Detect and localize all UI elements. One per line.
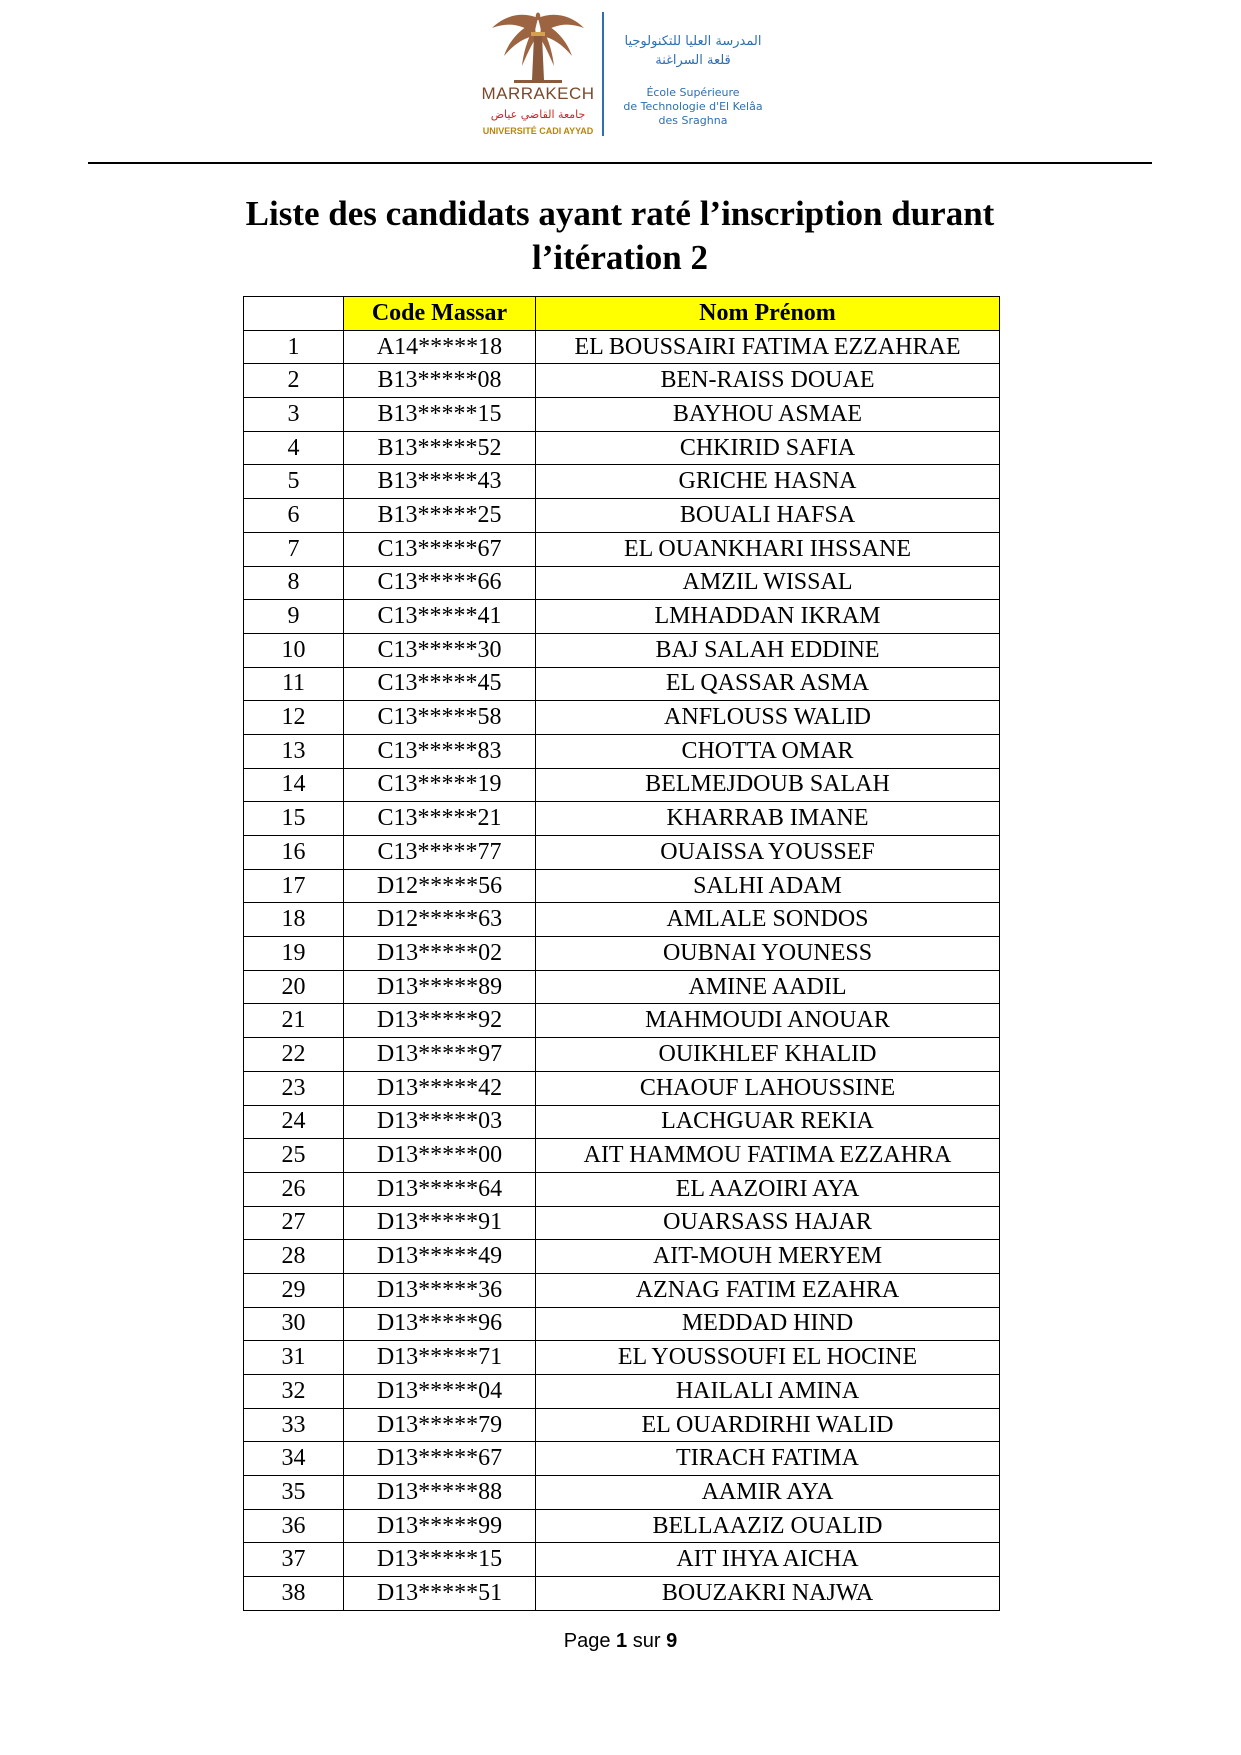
nom-prenom-cell: LMHADDAN IKRAM <box>536 600 1000 634</box>
table-row <box>244 869 1000 903</box>
school-name-french-line3: des Sraghna <box>658 114 728 127</box>
row-number-cell: 9 <box>244 600 344 634</box>
school-name-french <box>608 86 778 128</box>
table-row <box>244 600 1000 634</box>
code-massar-cell: D13*****96 <box>344 1307 536 1341</box>
row-number-cell: 8 <box>244 566 344 600</box>
total-pages-number: 9 <box>666 1630 678 1652</box>
code-massar-cell: D13*****51 <box>344 1577 536 1611</box>
code-massar-cell: D12*****56 <box>344 869 536 903</box>
code-massar-cell: A14*****18 <box>344 330 536 364</box>
code-massar-cell: D13*****88 <box>344 1476 536 1510</box>
row-number-cell: 29 <box>244 1273 344 1307</box>
row-number-cell: 18 <box>244 903 344 937</box>
row-number-cell: 6 <box>244 499 344 533</box>
nom-prenom-cell: MEDDAD HIND <box>536 1307 1000 1341</box>
table-row <box>244 970 1000 1004</box>
row-number-cell: 24 <box>244 1105 344 1139</box>
nom-prenom-cell: SALHI ADAM <box>536 869 1000 903</box>
table-row <box>244 633 1000 667</box>
row-number-cell: 28 <box>244 1240 344 1274</box>
table-row <box>244 1577 1000 1611</box>
table-row <box>244 903 1000 937</box>
table-row <box>244 364 1000 398</box>
table-row <box>244 1240 1000 1274</box>
row-number-cell: 2 <box>244 364 344 398</box>
nom-prenom-cell: CHOTTA OMAR <box>536 734 1000 768</box>
page-footer <box>0 1630 1241 1653</box>
row-number-cell: 23 <box>244 1071 344 1105</box>
code-massar-cell: D12*****63 <box>344 903 536 937</box>
row-number-cell: 5 <box>244 465 344 499</box>
table-row <box>244 431 1000 465</box>
page-title-line2: l’itération 2 <box>532 238 708 277</box>
nom-prenom-cell: GRICHE HASNA <box>536 465 1000 499</box>
table-row <box>244 330 1000 364</box>
nom-prenom-cell: CHKIRID SAFIA <box>536 431 1000 465</box>
page-title <box>120 192 1120 280</box>
nom-prenom-cell: OUAISSA YOUSSEF <box>536 836 1000 870</box>
table-row <box>244 566 1000 600</box>
nom-prenom-cell: OUIKHLEF KHALID <box>536 1038 1000 1072</box>
school-name-french-line2: de Technologie d'El Kelâa <box>623 100 763 113</box>
code-massar-cell: D13*****04 <box>344 1375 536 1409</box>
code-massar-cell: C13*****19 <box>344 768 536 802</box>
school-name-french-line1: École Supérieure <box>646 86 740 99</box>
row-number-cell: 35 <box>244 1476 344 1510</box>
code-massar-cell: C13*****21 <box>344 802 536 836</box>
nom-prenom-cell: BELMEJDOUB SALAH <box>536 768 1000 802</box>
row-number-cell: 13 <box>244 734 344 768</box>
code-massar-cell: D13*****15 <box>344 1543 536 1577</box>
logo-city: MARRAKECH <box>481 84 595 103</box>
row-number-cell: 16 <box>244 836 344 870</box>
code-massar-cell: D13*****79 <box>344 1408 536 1442</box>
palm-tree-icon <box>484 8 592 84</box>
nom-prenom-cell: AAMIR AYA <box>536 1476 1000 1510</box>
code-massar-cell: D13*****99 <box>344 1509 536 1543</box>
nom-prenom-cell: AIT HAMMOU FATIMA EZZAHRA <box>536 1139 1000 1173</box>
row-number-cell: 20 <box>244 970 344 1004</box>
code-massar-cell: B13*****25 <box>344 499 536 533</box>
code-massar-cell: C13*****41 <box>344 600 536 634</box>
code-massar-cell: C13*****58 <box>344 701 536 735</box>
nom-prenom-cell: OUBNAI YOUNESS <box>536 937 1000 971</box>
table-row <box>244 1004 1000 1038</box>
table-row <box>244 1341 1000 1375</box>
nom-prenom-cell: MAHMOUDI ANOUAR <box>536 1004 1000 1038</box>
nom-prenom-cell: OUARSASS HAJAR <box>536 1206 1000 1240</box>
nom-prenom-cell: ANFLOUSS WALID <box>536 701 1000 735</box>
nom-prenom-cell: CHAOUF LAHOUSSINE <box>536 1071 1000 1105</box>
code-massar-cell: D13*****42 <box>344 1071 536 1105</box>
nom-prenom-cell: EL AAZOIRI AYA <box>536 1172 1000 1206</box>
table-row <box>244 667 1000 701</box>
nom-prenom-cell: BEN-RAISS DOUAE <box>536 364 1000 398</box>
current-page-number: 1 <box>616 1630 628 1652</box>
nom-prenom-cell: BAYHOU ASMAE <box>536 398 1000 432</box>
nom-prenom-cell: AMZIL WISSAL <box>536 566 1000 600</box>
table-row <box>244 1509 1000 1543</box>
row-number-cell: 37 <box>244 1543 344 1577</box>
university-name-french: UNIVERSITÉ CADI AYYAD <box>482 126 594 136</box>
table-row <box>244 1105 1000 1139</box>
nom-prenom-cell: BOUALI HAFSA <box>536 499 1000 533</box>
code-massar-cell: D13*****49 <box>344 1240 536 1274</box>
table-row <box>244 802 1000 836</box>
nom-prenom-cell: AMLALE SONDOS <box>536 903 1000 937</box>
nom-prenom-cell: BELLAAZIZ OUALID <box>536 1509 1000 1543</box>
page-of-label: sur <box>632 1630 661 1652</box>
school-name-arabic-line2: قلعة السراغنة <box>655 53 731 68</box>
table-row <box>244 398 1000 432</box>
column-header-code-massar: Code Massar <box>344 297 536 331</box>
code-massar-cell: B13*****52 <box>344 431 536 465</box>
row-number-cell: 10 <box>244 633 344 667</box>
university-logo <box>478 8 598 142</box>
code-massar-cell: C13*****30 <box>344 633 536 667</box>
nom-prenom-cell: LACHGUAR REKIA <box>536 1105 1000 1139</box>
logo-divider <box>602 12 604 136</box>
nom-prenom-cell: TIRACH FATIMA <box>536 1442 1000 1476</box>
table-row <box>244 532 1000 566</box>
row-number-cell: 33 <box>244 1408 344 1442</box>
row-number-cell: 36 <box>244 1509 344 1543</box>
candidates-table <box>243 296 1000 1611</box>
row-number-cell: 25 <box>244 1139 344 1173</box>
code-massar-cell: D13*****67 <box>344 1442 536 1476</box>
code-massar-cell: D13*****00 <box>344 1139 536 1173</box>
page-label: Page <box>563 1630 611 1652</box>
table-row <box>244 1273 1000 1307</box>
row-number-cell: 21 <box>244 1004 344 1038</box>
nom-prenom-cell: EL QASSAR ASMA <box>536 667 1000 701</box>
nom-prenom-cell: AIT IHYA AICHA <box>536 1543 1000 1577</box>
row-number-cell: 11 <box>244 667 344 701</box>
nom-prenom-cell: KHARRAB IMANE <box>536 802 1000 836</box>
table-row <box>244 701 1000 735</box>
code-massar-cell: D13*****36 <box>344 1273 536 1307</box>
code-massar-cell: D13*****02 <box>344 937 536 971</box>
code-massar-cell: D13*****03 <box>344 1105 536 1139</box>
nom-prenom-cell: EL BOUSSAIRI FATIMA EZZAHRAE <box>536 330 1000 364</box>
row-number-cell: 30 <box>244 1307 344 1341</box>
code-massar-cell: C13*****83 <box>344 734 536 768</box>
table-row <box>244 1543 1000 1577</box>
table-row <box>244 1139 1000 1173</box>
code-massar-cell: D13*****64 <box>344 1172 536 1206</box>
row-number-cell: 31 <box>244 1341 344 1375</box>
table-row <box>244 1307 1000 1341</box>
row-number-cell: 3 <box>244 398 344 432</box>
row-number-cell: 12 <box>244 701 344 735</box>
table-row <box>244 836 1000 870</box>
nom-prenom-cell: AMINE AADIL <box>536 970 1000 1004</box>
code-massar-cell: D13*****91 <box>344 1206 536 1240</box>
row-number-cell: 7 <box>244 532 344 566</box>
row-number-cell: 15 <box>244 802 344 836</box>
header-divider <box>88 162 1152 164</box>
code-massar-cell: C13*****45 <box>344 667 536 701</box>
row-number-cell: 26 <box>244 1172 344 1206</box>
table-row <box>244 768 1000 802</box>
row-number-cell: 1 <box>244 330 344 364</box>
nom-prenom-cell: AIT-MOUH MERYEM <box>536 1240 1000 1274</box>
row-number-cell: 4 <box>244 431 344 465</box>
code-massar-cell: D13*****71 <box>344 1341 536 1375</box>
code-massar-cell: D13*****89 <box>344 970 536 1004</box>
code-massar-cell: B13*****43 <box>344 465 536 499</box>
code-massar-cell: B13*****15 <box>344 398 536 432</box>
code-massar-cell: C13*****77 <box>344 836 536 870</box>
row-number-cell: 17 <box>244 869 344 903</box>
school-name-arabic-line1: المدرسة العليا للتكنولوجيا <box>624 34 762 49</box>
table-header-row <box>244 297 1000 331</box>
table-row <box>244 499 1000 533</box>
row-number-cell: 32 <box>244 1375 344 1409</box>
table-row <box>244 937 1000 971</box>
table-row <box>244 465 1000 499</box>
nom-prenom-cell: BAJ SALAH EDDINE <box>536 633 1000 667</box>
code-massar-cell: D13*****97 <box>344 1038 536 1072</box>
nom-prenom-cell: AZNAG FATIM EZAHRA <box>536 1273 1000 1307</box>
table-row <box>244 1442 1000 1476</box>
page-title-line1: Liste des candidats ayant raté l’inscription durant <box>245 194 995 233</box>
code-massar-cell: C13*****66 <box>344 566 536 600</box>
table-row <box>244 1172 1000 1206</box>
code-massar-cell: D13*****92 <box>344 1004 536 1038</box>
nom-prenom-cell: HAILALI AMINA <box>536 1375 1000 1409</box>
table-row <box>244 734 1000 768</box>
page-header <box>0 0 1241 150</box>
nom-prenom-cell: EL OUARDIRHI WALID <box>536 1408 1000 1442</box>
table-body <box>244 330 1000 1610</box>
column-header-nom-prenom: Nom Prénom <box>536 297 1000 331</box>
row-number-cell: 34 <box>244 1442 344 1476</box>
university-name-arabic: جامعة القاضي عياض <box>490 108 586 121</box>
table-row <box>244 1071 1000 1105</box>
nom-prenom-cell: EL OUANKHARI IHSSANE <box>536 532 1000 566</box>
row-number-cell: 22 <box>244 1038 344 1072</box>
nom-prenom-cell: BOUZAKRI NAJWA <box>536 1577 1000 1611</box>
table-row <box>244 1476 1000 1510</box>
table-row <box>244 1206 1000 1240</box>
column-header-number <box>244 297 344 331</box>
table-row <box>244 1375 1000 1409</box>
school-name-arabic <box>608 32 778 70</box>
row-number-cell: 19 <box>244 937 344 971</box>
table-row <box>244 1408 1000 1442</box>
table-row <box>244 1038 1000 1072</box>
nom-prenom-cell: EL YOUSSOUFI EL HOCINE <box>536 1341 1000 1375</box>
code-massar-cell: B13*****08 <box>344 364 536 398</box>
code-massar-cell: C13*****67 <box>344 532 536 566</box>
row-number-cell: 38 <box>244 1577 344 1611</box>
row-number-cell: 14 <box>244 768 344 802</box>
row-number-cell: 27 <box>244 1206 344 1240</box>
